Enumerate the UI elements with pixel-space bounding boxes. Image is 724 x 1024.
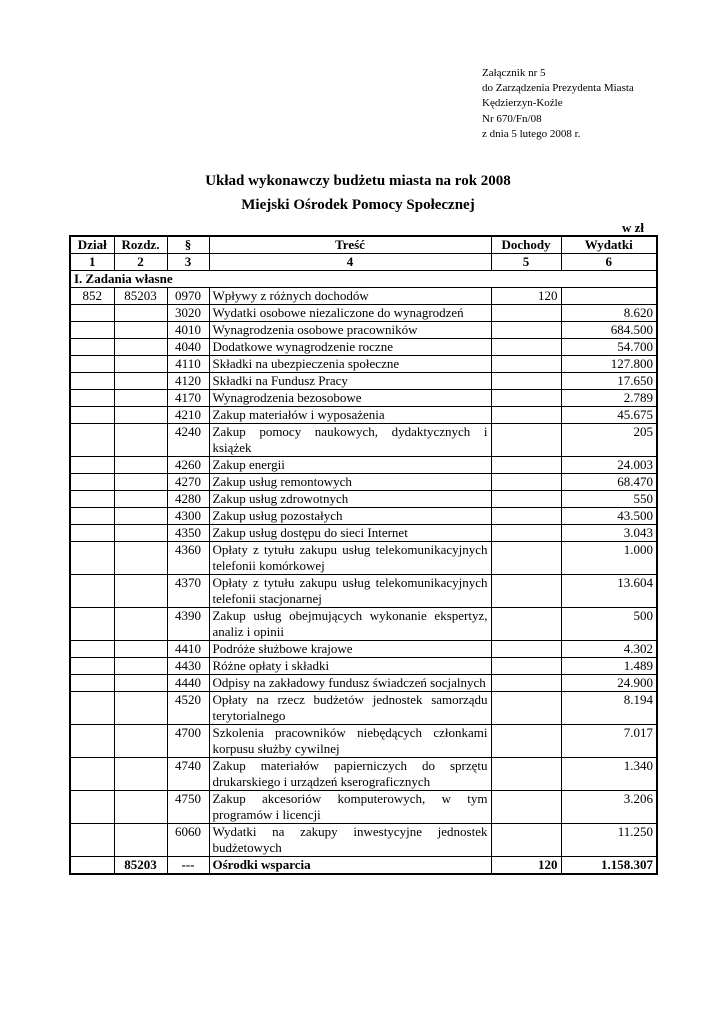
cell-wydatki: 205 bbox=[561, 424, 657, 457]
cell-dochody bbox=[491, 641, 561, 658]
cell-dochody bbox=[491, 457, 561, 474]
cell-dochody bbox=[491, 424, 561, 457]
cell-dzial bbox=[70, 305, 114, 322]
cell-tresc: Zakup usług pozostałych bbox=[209, 508, 491, 525]
attachment-date: z dnia 5 lutego 2008 r. bbox=[482, 127, 581, 140]
currency-unit: w zł bbox=[621, 220, 644, 235]
cell-tresc: Zakup materiałów papierniczych do sprzętu drukarskiego i urządzeń kserograficznych bbox=[209, 758, 491, 791]
cell-paragraph: 0970 bbox=[167, 288, 209, 305]
cell-tresc: Wynagrodzenia bezosobowe bbox=[209, 390, 491, 407]
cell-tresc: Opłaty na rzecz budżetów jednostek samorządu terytorialnego bbox=[209, 692, 491, 725]
cell-rozdz bbox=[114, 390, 167, 407]
table-row bbox=[70, 641, 657, 658]
table-row bbox=[70, 424, 657, 457]
cell-dzial: 852 bbox=[70, 288, 114, 305]
attachment-city: Kędzierzyn-Koźle bbox=[482, 97, 563, 110]
cell-rozdz bbox=[114, 675, 167, 692]
table-header-row bbox=[70, 236, 657, 254]
document-title: Układ wykonawczy budżetu miasta na rok 2008 bbox=[205, 173, 511, 189]
cell-dochody bbox=[491, 675, 561, 692]
table-row bbox=[70, 407, 657, 424]
cell-rozdz bbox=[114, 525, 167, 542]
cell-dzial bbox=[70, 824, 114, 857]
cell-dochody bbox=[491, 692, 561, 725]
cell-tresc: Zakup usług obejmujących wykonanie ekspertyz, analiz i opinii bbox=[209, 608, 491, 641]
cell-dzial bbox=[70, 575, 114, 608]
table-row bbox=[70, 791, 657, 824]
cell-paragraph: 4260 bbox=[167, 457, 209, 474]
cell-paragraph: 4280 bbox=[167, 491, 209, 508]
cell-tresc: Ośrodki wsparcia bbox=[209, 857, 491, 875]
cell-rozdz bbox=[114, 575, 167, 608]
cell-rozdz bbox=[114, 373, 167, 390]
cell-paragraph: 4740 bbox=[167, 758, 209, 791]
cell-wydatki: 68.470 bbox=[561, 474, 657, 491]
cell-dochody bbox=[491, 608, 561, 641]
column-number: 6 bbox=[561, 254, 657, 271]
table-row bbox=[70, 457, 657, 474]
cell-tresc: Opłaty z tytułu zakupu usług telekomunikacyjnych telefonii stacjonarnej bbox=[209, 575, 491, 608]
cell-dzial bbox=[70, 641, 114, 658]
cell-dochody bbox=[491, 339, 561, 356]
cell-tresc: Składki na Fundusz Pracy bbox=[209, 373, 491, 390]
cell-dzial bbox=[70, 658, 114, 675]
header-tresc: Treść bbox=[209, 236, 491, 254]
cell-dochody bbox=[491, 322, 561, 339]
table-row bbox=[70, 608, 657, 641]
table-row bbox=[70, 322, 657, 339]
cell-tresc: Zakup materiałów i wyposażenia bbox=[209, 407, 491, 424]
cell-rozdz: 85203 bbox=[114, 857, 167, 875]
cell-rozdz bbox=[114, 508, 167, 525]
column-number: 2 bbox=[114, 254, 167, 271]
column-number: 5 bbox=[491, 254, 561, 271]
cell-wydatki: 8.194 bbox=[561, 692, 657, 725]
column-number: 4 bbox=[209, 254, 491, 271]
cell-wydatki: 1.340 bbox=[561, 758, 657, 791]
cell-tresc: Wynagrodzenia osobowe pracowników bbox=[209, 322, 491, 339]
cell-rozdz bbox=[114, 542, 167, 575]
cell-wydatki bbox=[561, 288, 657, 305]
column-number-row bbox=[70, 254, 657, 271]
cell-tresc: Zakup akcesoriów komputerowych, w tym programów i licencji bbox=[209, 791, 491, 824]
cell-tresc: Wpływy z różnych dochodów bbox=[209, 288, 491, 305]
cell-rozdz bbox=[114, 658, 167, 675]
cell-dochody bbox=[491, 390, 561, 407]
header-paragraph: § bbox=[167, 236, 209, 254]
cell-paragraph: 4120 bbox=[167, 373, 209, 390]
cell-dzial bbox=[70, 373, 114, 390]
cell-wydatki: 1.489 bbox=[561, 658, 657, 675]
cell-dzial bbox=[70, 857, 114, 875]
cell-tresc: Wydatki osobowe niezaliczone do wynagrodzeń bbox=[209, 305, 491, 322]
header-wydatki: Wydatki bbox=[561, 236, 657, 254]
table-row bbox=[70, 508, 657, 525]
column-number: 3 bbox=[167, 254, 209, 271]
cell-dzial bbox=[70, 725, 114, 758]
cell-tresc: Składki na ubezpieczenia społeczne bbox=[209, 356, 491, 373]
table-row bbox=[70, 356, 657, 373]
cell-dzial bbox=[70, 491, 114, 508]
cell-paragraph: 6060 bbox=[167, 824, 209, 857]
cell-dochody bbox=[491, 525, 561, 542]
cell-tresc: Zakup energii bbox=[209, 457, 491, 474]
cell-paragraph: 4440 bbox=[167, 675, 209, 692]
cell-wydatki: 550 bbox=[561, 491, 657, 508]
header-rozdz: Rozdz. bbox=[114, 236, 167, 254]
cell-tresc: Wydatki na zakupy inwestycyjne jednostek budżetowych bbox=[209, 824, 491, 857]
cell-paragraph: 4750 bbox=[167, 791, 209, 824]
attachment-ordinance: do Zarządzenia Prezydenta Miasta bbox=[482, 82, 634, 95]
cell-rozdz bbox=[114, 758, 167, 791]
cell-dzial bbox=[70, 390, 114, 407]
cell-dochody bbox=[491, 758, 561, 791]
cell-paragraph: 4370 bbox=[167, 575, 209, 608]
cell-paragraph: 4170 bbox=[167, 390, 209, 407]
cell-dzial bbox=[70, 608, 114, 641]
cell-tresc: Zakup usług remontowych bbox=[209, 474, 491, 491]
cell-dochody bbox=[491, 407, 561, 424]
budget-table bbox=[69, 235, 658, 875]
cell-wydatki: 1.158.307 bbox=[561, 857, 657, 875]
column-number: 1 bbox=[70, 254, 114, 271]
cell-dochody bbox=[491, 491, 561, 508]
attachment-number: Załącznik nr 5 bbox=[482, 67, 546, 79]
cell-wydatki: 2.789 bbox=[561, 390, 657, 407]
cell-rozdz bbox=[114, 457, 167, 474]
table-row bbox=[70, 474, 657, 491]
table-row bbox=[70, 390, 657, 407]
cell-dochody bbox=[491, 474, 561, 491]
table-row bbox=[70, 575, 657, 608]
cell-rozdz bbox=[114, 608, 167, 641]
cell-wydatki: 3.206 bbox=[561, 791, 657, 824]
cell-dochody: 120 bbox=[491, 288, 561, 305]
cell-wydatki: 7.017 bbox=[561, 725, 657, 758]
header-dzial: Dział bbox=[70, 236, 114, 254]
cell-tresc: Zakup usług zdrowotnych bbox=[209, 491, 491, 508]
cell-dzial bbox=[70, 356, 114, 373]
cell-paragraph: 4210 bbox=[167, 407, 209, 424]
cell-dzial bbox=[70, 692, 114, 725]
table-row bbox=[70, 491, 657, 508]
cell-tresc: Podróże służbowe krajowe bbox=[209, 641, 491, 658]
cell-paragraph: 4410 bbox=[167, 641, 209, 658]
cell-wydatki: 1.000 bbox=[561, 542, 657, 575]
cell-wydatki: 8.620 bbox=[561, 305, 657, 322]
cell-rozdz bbox=[114, 424, 167, 457]
cell-wydatki: 24.003 bbox=[561, 457, 657, 474]
cell-rozdz bbox=[114, 474, 167, 491]
cell-wydatki: 45.675 bbox=[561, 407, 657, 424]
cell-rozdz bbox=[114, 641, 167, 658]
cell-rozdz bbox=[114, 692, 167, 725]
cell-wydatki: 500 bbox=[561, 608, 657, 641]
cell-rozdz bbox=[114, 356, 167, 373]
table-row bbox=[70, 542, 657, 575]
table-row bbox=[70, 692, 657, 725]
table-row bbox=[70, 725, 657, 758]
cell-rozdz bbox=[114, 791, 167, 824]
cell-wydatki: 11.250 bbox=[561, 824, 657, 857]
cell-dzial bbox=[70, 791, 114, 824]
cell-wydatki: 13.604 bbox=[561, 575, 657, 608]
cell-paragraph: 4700 bbox=[167, 725, 209, 758]
cell-wydatki: 684.500 bbox=[561, 322, 657, 339]
cell-paragraph: 3020 bbox=[167, 305, 209, 322]
cell-paragraph: 4350 bbox=[167, 525, 209, 542]
cell-dochody: 120 bbox=[491, 857, 561, 875]
cell-wydatki: 17.650 bbox=[561, 373, 657, 390]
cell-paragraph: 4360 bbox=[167, 542, 209, 575]
table-row bbox=[70, 824, 657, 857]
table-row bbox=[70, 288, 657, 305]
attachment-ordinance-number: Nr 670/Fn/08 bbox=[482, 112, 542, 125]
cell-dzial bbox=[70, 457, 114, 474]
cell-dochody bbox=[491, 508, 561, 525]
cell-dzial bbox=[70, 339, 114, 356]
cell-rozdz bbox=[114, 339, 167, 356]
cell-tresc: Szkolenia pracowników niebędących członkami korpusu służby cywilnej bbox=[209, 725, 491, 758]
cell-dzial bbox=[70, 675, 114, 692]
cell-dochody bbox=[491, 305, 561, 322]
cell-dzial bbox=[70, 542, 114, 575]
table-row bbox=[70, 339, 657, 356]
section-title: I. Zadania własne bbox=[70, 271, 657, 288]
table-row bbox=[70, 758, 657, 791]
cell-rozdz bbox=[114, 824, 167, 857]
cell-wydatki: 127.800 bbox=[561, 356, 657, 373]
cell-rozdz bbox=[114, 407, 167, 424]
cell-tresc: Zakup usług dostępu do sieci Internet bbox=[209, 525, 491, 542]
cell-dzial bbox=[70, 322, 114, 339]
cell-rozdz: 85203 bbox=[114, 288, 167, 305]
cell-tresc: Opłaty z tytułu zakupu usług telekomunikacyjnych telefonii komórkowej bbox=[209, 542, 491, 575]
cell-dochody bbox=[491, 791, 561, 824]
document-subtitle: Miejski Ośrodek Pomocy Społecznej bbox=[241, 197, 475, 213]
cell-tresc: Różne opłaty i składki bbox=[209, 658, 491, 675]
cell-tresc: Odpisy na zakładowy fundusz świadczeń socjalnych bbox=[209, 675, 491, 692]
cell-rozdz bbox=[114, 725, 167, 758]
cell-dzial bbox=[70, 407, 114, 424]
cell-paragraph: 4430 bbox=[167, 658, 209, 675]
cell-paragraph: 4240 bbox=[167, 424, 209, 457]
header-dochody: Dochody bbox=[491, 236, 561, 254]
table-row bbox=[70, 658, 657, 675]
cell-wydatki: 3.043 bbox=[561, 525, 657, 542]
cell-dzial bbox=[70, 525, 114, 542]
table-row bbox=[70, 675, 657, 692]
cell-tresc: Dodatkowe wynagrodzenie roczne bbox=[209, 339, 491, 356]
cell-paragraph: 4520 bbox=[167, 692, 209, 725]
total-row bbox=[70, 857, 657, 875]
cell-dochody bbox=[491, 542, 561, 575]
cell-wydatki: 43.500 bbox=[561, 508, 657, 525]
cell-rozdz bbox=[114, 305, 167, 322]
table-row bbox=[70, 525, 657, 542]
cell-rozdz bbox=[114, 491, 167, 508]
cell-wydatki: 54.700 bbox=[561, 339, 657, 356]
cell-wydatki: 24.900 bbox=[561, 675, 657, 692]
cell-paragraph: 4010 bbox=[167, 322, 209, 339]
cell-dochody bbox=[491, 356, 561, 373]
cell-paragraph: 4390 bbox=[167, 608, 209, 641]
cell-rozdz bbox=[114, 322, 167, 339]
cell-dzial bbox=[70, 508, 114, 525]
table-row bbox=[70, 373, 657, 390]
cell-dochody bbox=[491, 373, 561, 390]
cell-paragraph: 4040 bbox=[167, 339, 209, 356]
cell-dzial bbox=[70, 424, 114, 457]
cell-dzial bbox=[70, 474, 114, 491]
cell-paragraph: 4270 bbox=[167, 474, 209, 491]
cell-dochody bbox=[491, 575, 561, 608]
cell-paragraph: 4300 bbox=[167, 508, 209, 525]
cell-wydatki: 4.302 bbox=[561, 641, 657, 658]
attachment-note bbox=[482, 66, 634, 142]
cell-dochody bbox=[491, 824, 561, 857]
cell-dochody bbox=[491, 725, 561, 758]
section-row bbox=[70, 271, 657, 288]
cell-dochody bbox=[491, 658, 561, 675]
table-row bbox=[70, 305, 657, 322]
cell-tresc: Zakup pomocy naukowych, dydaktycznych i książek bbox=[209, 424, 491, 457]
cell-paragraph: --- bbox=[167, 857, 209, 875]
cell-paragraph: 4110 bbox=[167, 356, 209, 373]
cell-dzial bbox=[70, 758, 114, 791]
